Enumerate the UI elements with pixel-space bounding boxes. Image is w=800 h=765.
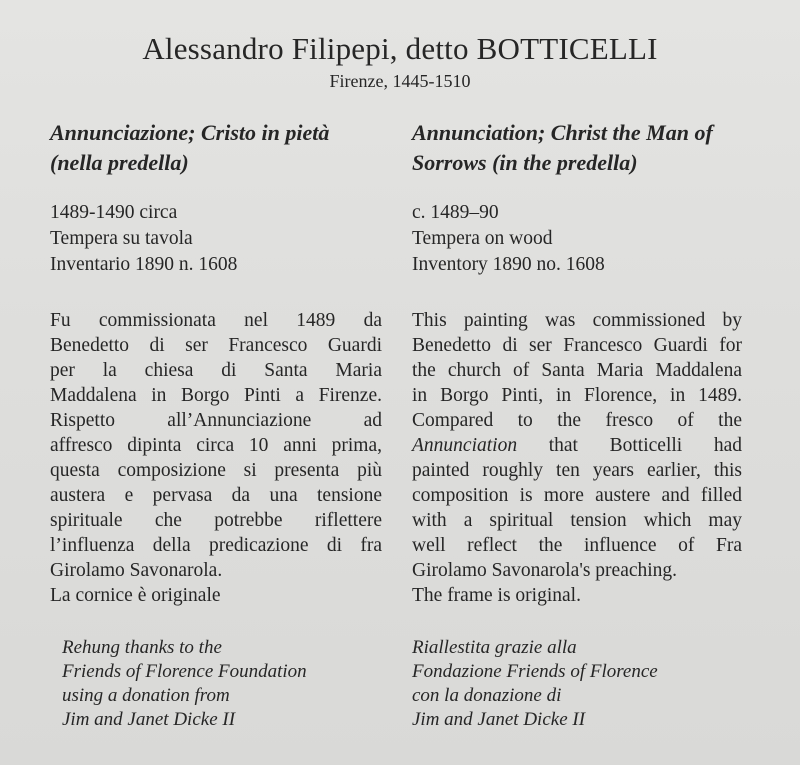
label-header — [0, 30, 800, 92]
english-line-rest: that Botticelli had — [548, 435, 743, 456]
english-line — [412, 433, 742, 458]
italian-title — [50, 118, 382, 178]
italian-line: Rispetto all’Annunciazione ad — [50, 410, 382, 431]
italian-line: austera e pervasa da una tensione — [50, 485, 382, 506]
italian-medium: Tempera su tavola — [50, 228, 193, 249]
english-line: with a spiritual tension which may — [412, 510, 742, 531]
english-credit — [412, 636, 658, 732]
italian-meta — [50, 200, 382, 278]
italian-date: 1489-1490 circa — [50, 202, 178, 223]
english-line: well reflect the influence of Fra — [412, 535, 742, 556]
credit-line: Rehung thanks to the — [62, 637, 222, 658]
italian-line: spirituale che potrebbe riflettere — [50, 510, 382, 531]
italian-title-line: Annunciazione; Cristo in pietà — [50, 120, 330, 145]
english-title — [412, 118, 742, 178]
credit-line: Jim and Janet Dicke II — [412, 709, 586, 730]
credit-line: using a donation from — [62, 685, 230, 706]
english-artwork-title: Annunciation — [412, 435, 518, 456]
artist-name: Alessandro Filipepi, detto BOTTICELLI — [142, 31, 658, 66]
english-line: Girolamo Savonarola's preaching. — [412, 560, 678, 581]
credit-line: Friends of Florence Foundation — [62, 661, 307, 682]
english-line: in Borgo Pinti, in Florence, in 1489. — [412, 385, 742, 406]
english-line: Compared to the fresco of the — [412, 410, 742, 431]
english-date: c. 1489–90 — [412, 202, 499, 223]
english-title-line: Annunciation; Christ the Man of — [412, 120, 713, 145]
english-description — [412, 308, 742, 608]
credit-line: con la donazione di — [412, 685, 562, 706]
italian-column — [50, 118, 382, 608]
italian-line: Fu commissionata nel 1489 da — [50, 310, 382, 331]
italian-credit — [62, 636, 307, 732]
italian-title-line: (nella predella) — [50, 150, 189, 175]
english-line: This painting was commissioned by — [412, 310, 742, 331]
english-inventory: Inventory 1890 no. 1608 — [412, 254, 605, 275]
italian-line: affresco dipinta circa 10 anni prima, — [50, 435, 382, 456]
credit-line: Fondazione Friends of Florence — [412, 661, 658, 682]
english-line: composition is more austere and filled — [412, 485, 742, 506]
italian-line: per la chiesa di Santa Maria — [50, 360, 382, 381]
english-line: the church of Santa Maria Maddalena — [412, 360, 742, 381]
italian-line: Girolamo Savonarola. — [50, 560, 223, 581]
italian-line: Benedetto di ser Francesco Guardi — [50, 335, 382, 356]
italian-line: Maddalena in Borgo Pinti a Firenze. — [50, 385, 382, 406]
english-column — [412, 118, 742, 608]
italian-line: questa composizione si presenta più — [50, 460, 382, 481]
english-line: painted roughly ten years earlier, this — [412, 460, 742, 481]
credit-line: Jim and Janet Dicke II — [62, 709, 236, 730]
italian-line: l’influenza della predicazione di fra — [50, 535, 382, 556]
english-medium: Tempera on wood — [412, 228, 553, 249]
artist-dates: Firenze, 1445-1510 — [329, 71, 471, 91]
italian-line: La cornice è originale — [50, 585, 221, 606]
english-title-line: Sorrows (in the predella) — [412, 150, 638, 175]
english-line: Benedetto di ser Francesco Guardi for — [412, 335, 742, 356]
italian-description — [50, 308, 382, 608]
italian-inventory: Inventario 1890 n. 1608 — [50, 254, 238, 275]
credit-line: Riallestita grazie alla — [412, 637, 577, 658]
english-line: The frame is original. — [412, 585, 581, 606]
english-meta — [412, 200, 742, 278]
